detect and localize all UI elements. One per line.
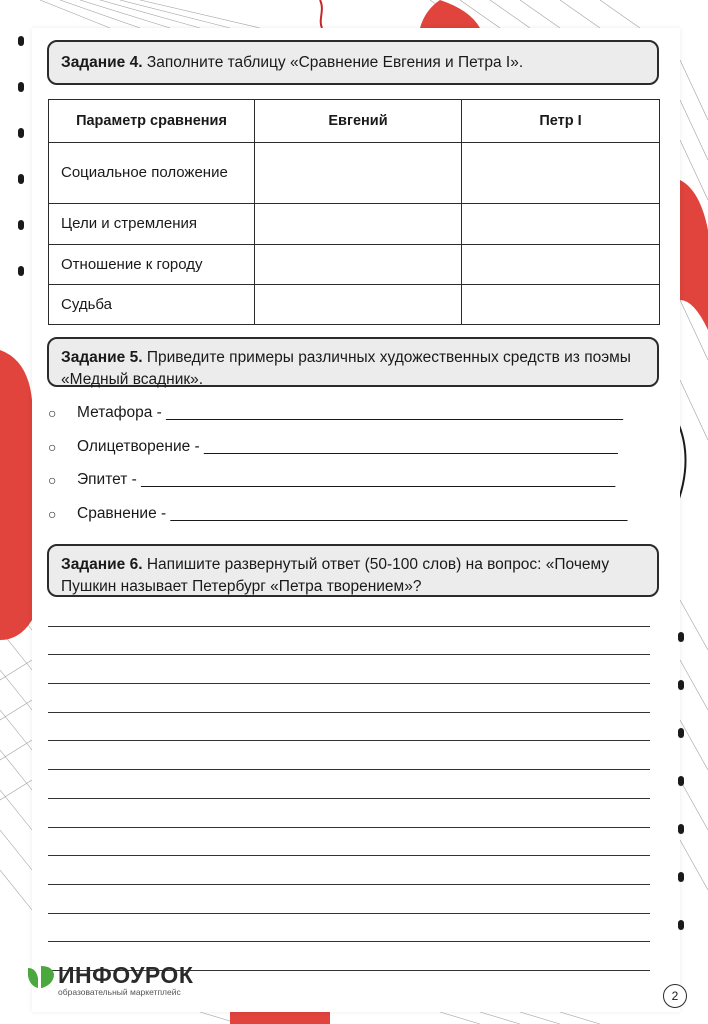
task5-text: Приведите примеры различных художественных средств из поэмы «Медный всадник». [61,349,631,388]
logo-subtitle: образовательный маркетплейс [58,987,181,997]
task4-text: Заполните таблицу «Сравнение Евгения и Петра I». [146,54,524,71]
answer-cell[interactable] [255,143,462,204]
binder-hole [678,728,684,738]
answer-line[interactable] [48,598,650,627]
comparison-table [48,99,660,325]
answer-cell[interactable] [255,204,462,245]
binder-hole [18,36,24,46]
table-row [49,285,660,325]
binder-hole [678,824,684,834]
answer-line[interactable] [48,627,650,656]
bullet-icon: ○ [48,505,57,522]
list-item-text: Метафора - _____________________________________________________ [77,404,624,421]
header-peter: Петр I [462,100,660,143]
task6-header [47,544,659,597]
task5-label: Задание 5. [61,349,143,366]
list-item[interactable] [48,434,648,468]
table-row [49,143,660,204]
task5-header [47,337,659,387]
binder-hole [18,174,24,184]
binder-hole [678,680,684,690]
answer-line[interactable] [48,914,650,943]
answer-cell[interactable] [255,245,462,285]
answer-cell[interactable] [462,245,660,285]
answer-cell[interactable] [255,285,462,325]
binder-hole [678,632,684,642]
answer-line[interactable] [48,828,650,857]
page-number: 2 [663,984,687,1008]
answer-cell[interactable] [462,143,660,204]
task4-header [47,40,659,85]
row-label: Отношение к городу [49,245,255,285]
answer-line[interactable] [48,741,650,770]
answer-line[interactable] [48,655,650,684]
row-label: Социальное положение [49,143,255,204]
bullet-icon: ○ [48,472,57,488]
table-row [49,245,660,285]
binder-hole [18,128,24,138]
answer-lines[interactable] [48,598,650,971]
answer-line[interactable] [48,885,650,914]
answer-line[interactable] [48,856,650,885]
logo-text: ИНФОУРОК [58,962,194,988]
row-label: Цели и стремления [49,204,255,245]
list-item[interactable] [48,501,648,535]
list-item-text: Эпитет - _______________________________________________________ [77,471,616,488]
header-evgeny: Евгений [255,100,462,143]
leaf-logo-icon [26,964,56,990]
list-item-text: Сравнение - _____________________________________________________ [77,504,628,522]
infourok-logo [26,962,194,997]
task6-text: Напишите развернутый ответ (50-100 слов) на вопрос: «Почему Пушкин называет Петербург «Петра творением»? [61,556,610,595]
task4-label: Задание 4. [61,54,143,71]
row-label: Судьба [49,285,255,325]
answer-line[interactable] [48,684,650,713]
list-item[interactable] [48,467,648,501]
answer-cell[interactable] [462,204,660,245]
list-item-text: Олицетворение - ________________________________________________ [77,437,618,455]
binder-hole [678,920,684,930]
header-parameter: Параметр сравнения [49,100,255,143]
answer-line[interactable] [48,713,650,742]
binder-hole [18,82,24,92]
binder-hole [18,266,24,276]
table-row [49,204,660,245]
answer-cell[interactable] [462,285,660,325]
binder-hole [678,776,684,786]
list-item[interactable] [48,400,648,434]
bullet-icon: ○ [48,405,57,421]
answer-line[interactable] [48,799,650,828]
binder-hole [18,220,24,230]
bullet-icon: ○ [48,438,57,455]
table-header-row [49,100,660,143]
literary-devices-list [48,400,648,534]
answer-line[interactable] [48,770,650,799]
binder-hole [678,872,684,882]
task6-label: Задание 6. [61,556,143,573]
